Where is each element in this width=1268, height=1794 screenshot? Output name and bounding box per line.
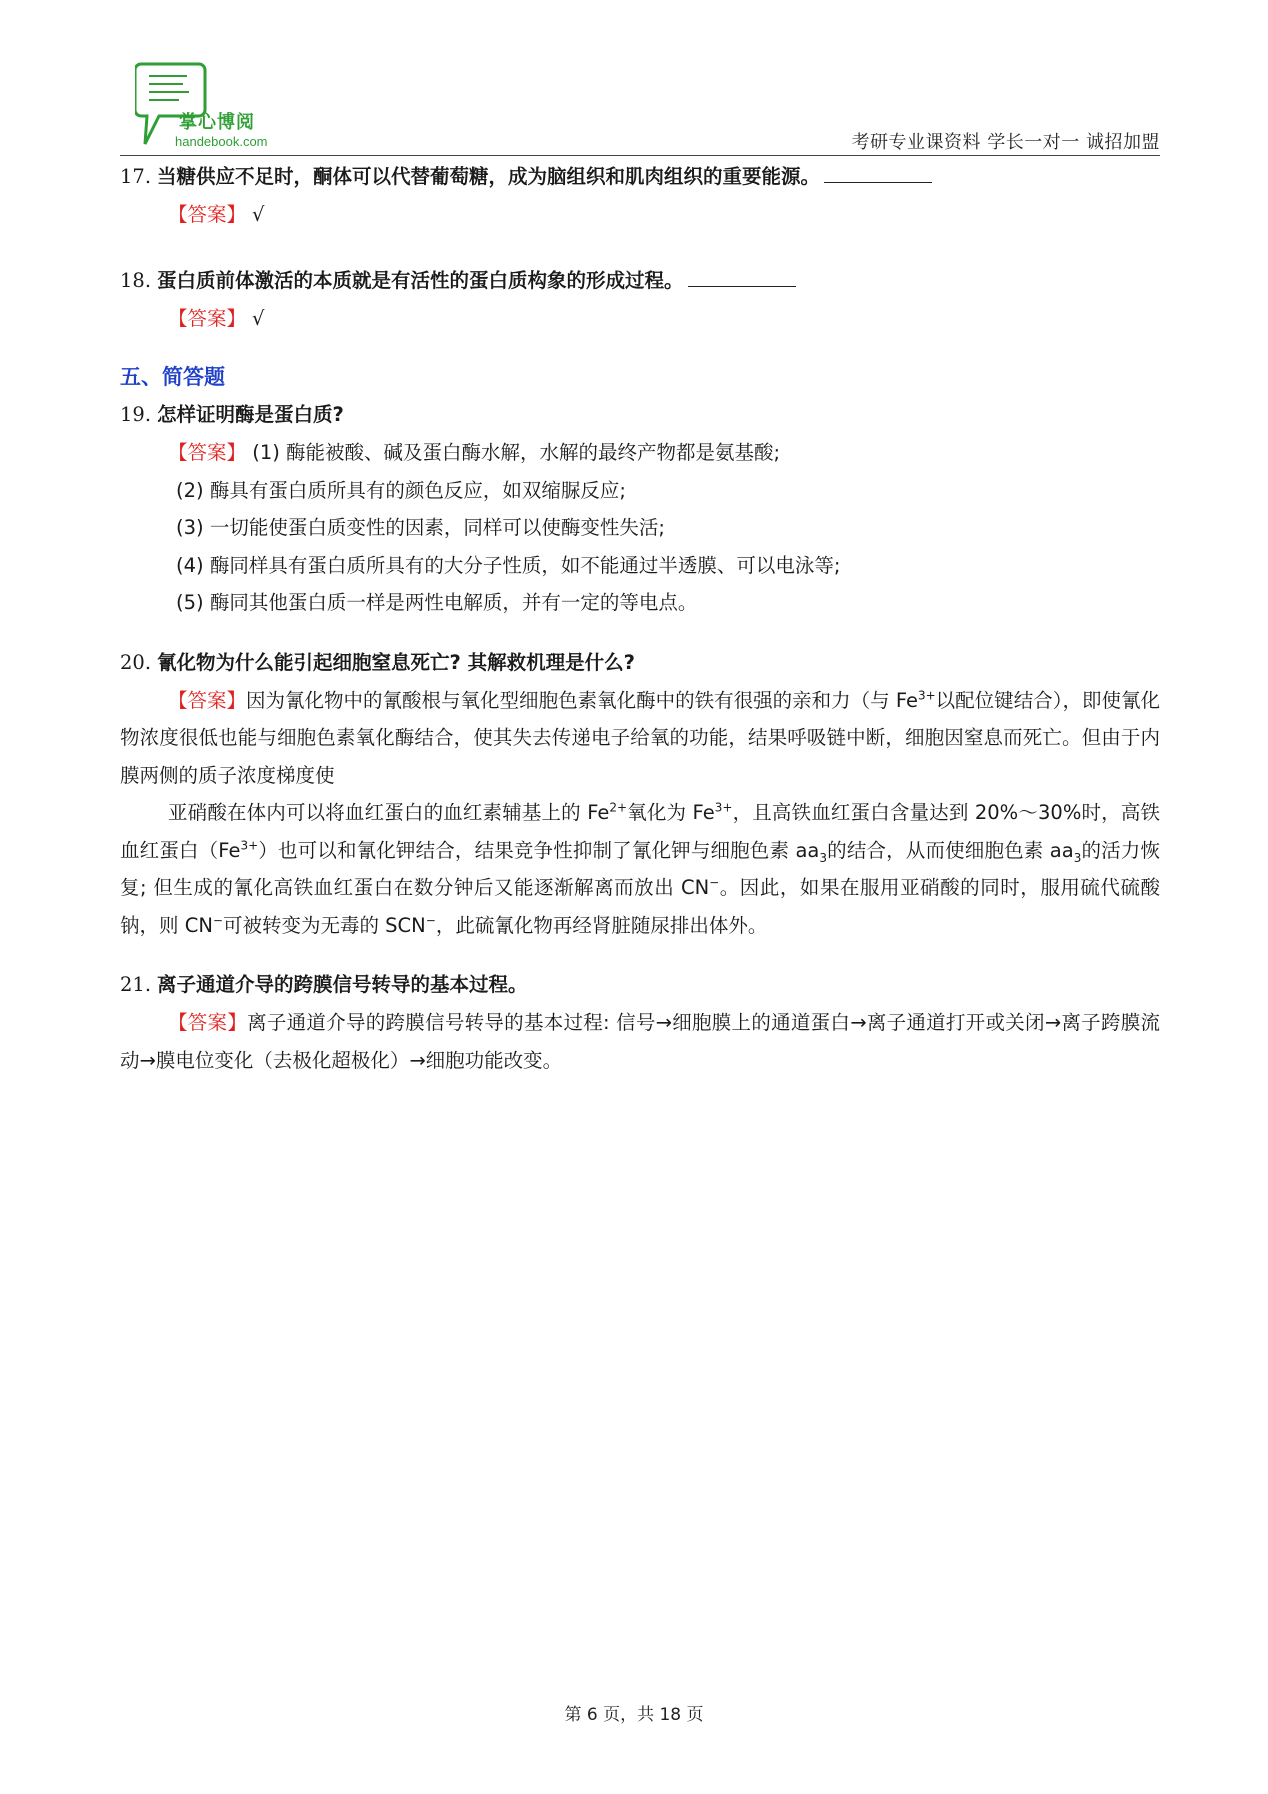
answer-text: 的活力恢复; 但生成的氰化高铁血红蛋白在数分钟后又能逐渐解离而放出 CN bbox=[120, 838, 1160, 899]
answer-text: ，此硫氰化物再经肾脏随尿排出体外。 bbox=[435, 913, 768, 937]
section-title: 五、简答题 bbox=[120, 365, 225, 389]
answer-blank bbox=[824, 162, 932, 183]
answer-item: (4) 酶同样具有蛋白质所具有的大分子性质，如不能通过半透膜、可以电泳等; bbox=[176, 553, 841, 577]
page-content bbox=[120, 158, 1160, 1079]
question-text: 怎样证明酶是蛋白质? bbox=[157, 403, 344, 426]
answer-20-paragraph-2 bbox=[120, 794, 1160, 944]
answer-item: (5) 酶同其他蛋白质一样是两性电解质，并有一定的等电点。 bbox=[176, 591, 698, 614]
answer-tag: 【答案】 bbox=[168, 441, 247, 464]
answer-tag: 【答案】 bbox=[168, 307, 247, 330]
answer-item: (1) 酶能被酸、碱及蛋白酶水解，水解的最终产物都是氨基酸; bbox=[252, 441, 781, 464]
answer-21 bbox=[120, 1004, 1160, 1079]
question-number: 19. bbox=[120, 403, 152, 426]
answer-item: (2) 酶具有蛋白质所具有的颜色反应，如双缩脲反应; bbox=[176, 478, 626, 502]
answer-check: √ bbox=[252, 203, 265, 226]
question-17 bbox=[120, 158, 1160, 196]
answer-check: √ bbox=[252, 307, 265, 330]
question-text: 离子通道介导的跨膜信号转导的基本过程。 bbox=[157, 973, 528, 996]
subscript: 3 bbox=[819, 850, 828, 865]
superscript: − bbox=[709, 875, 720, 890]
question-number: 21. bbox=[120, 973, 152, 996]
answer-17 bbox=[120, 196, 1160, 234]
logo-name: 掌心博阅 bbox=[179, 112, 255, 133]
answer-text: 。因此，如果在服用亚硝酸的同时，服用硫代硫酸钠，则 CN bbox=[120, 876, 1160, 937]
header-divider bbox=[120, 155, 1160, 156]
answer-text: ，且高铁血红蛋白含量达到 20%～30%时，高铁血红蛋白（Fe bbox=[120, 801, 1160, 862]
superscript: 3+ bbox=[917, 688, 936, 702]
answer-tag: 【答案】 bbox=[168, 688, 247, 712]
answer-text: ）也可以和氰化钾结合，结果竞争性抑制了氰化钾与细胞色素 aa bbox=[258, 838, 820, 862]
header-tagline: 考研专业课资料 学长一对一 诚招加盟 bbox=[851, 132, 1160, 153]
subscript: 3 bbox=[1073, 850, 1082, 865]
answer-item: (3) 一切能使蛋白质变性的因素，同样可以使酶变性失活; bbox=[176, 516, 665, 539]
answer-18 bbox=[120, 300, 1160, 338]
question-text: 蛋白质前体激活的本质就是有活性的蛋白质构象的形成过程。 bbox=[157, 269, 684, 292]
answer-20-paragraph-1 bbox=[120, 682, 1160, 795]
answer-text: 以配位键结合），即使氰化物浓度很低也能与细胞色素氧化酶结合，使其失去传递电子给氧的功能，结果呼吸链中断，细胞因窒息而死亡。但由于内膜两侧的质子浓度梯度使 bbox=[120, 688, 1160, 787]
answer-tag: 【答案】 bbox=[168, 1011, 248, 1034]
answer-text: 因为氰化物中的氰酸根与氧化型细胞色素氧化酶中的铁有很强的亲和力（与 Fe bbox=[246, 688, 918, 712]
answer-text: 可被转变为无毒的 SCN bbox=[222, 913, 426, 937]
superscript: 2+ bbox=[609, 800, 628, 815]
handebook-logo bbox=[135, 62, 295, 152]
answer-blank bbox=[688, 266, 796, 287]
question-text: 氰化物为什么能引起细胞窒息死亡? 其解救机理是什么? bbox=[157, 650, 635, 674]
page-header bbox=[120, 58, 1160, 156]
superscript: − bbox=[212, 913, 223, 927]
answer-19-line-1 bbox=[120, 434, 1160, 472]
logo-url: handebook.com bbox=[175, 134, 268, 149]
question-20 bbox=[120, 644, 1160, 682]
answer-tag: 【答案】 bbox=[168, 203, 247, 226]
superscript: 3+ bbox=[240, 838, 259, 852]
answer-text: 亚硝酸在体内可以将血红蛋白的血红素辅基上的 Fe bbox=[168, 801, 610, 824]
question-21 bbox=[120, 966, 1160, 1004]
answer-text: 氧化为 Fe bbox=[627, 801, 715, 824]
superscript: − bbox=[425, 913, 436, 927]
question-19 bbox=[120, 396, 1160, 434]
question-18 bbox=[120, 262, 1160, 300]
superscript: 3+ bbox=[714, 800, 733, 815]
question-number: 17. bbox=[120, 165, 152, 188]
question-number: 18. bbox=[120, 269, 152, 292]
answer-text: 离子通道介导的跨膜信号转导的基本过程: 信号→细胞膜上的通道蛋白→离子通道打开或关闭→离子跨膜流动→膜电位变化（去极化超极化）→细胞功能改变。 bbox=[120, 1011, 1160, 1072]
page-number: 第 6 页，共 18 页 bbox=[564, 1705, 704, 1725]
answer-text: 的结合，从而使细胞色素 aa bbox=[827, 838, 1074, 862]
question-text: 当糖供应不足时，酮体可以代替葡萄糖，成为脑组织和肌肉组织的重要能源。 bbox=[157, 165, 821, 188]
question-number: 20. bbox=[120, 650, 152, 674]
